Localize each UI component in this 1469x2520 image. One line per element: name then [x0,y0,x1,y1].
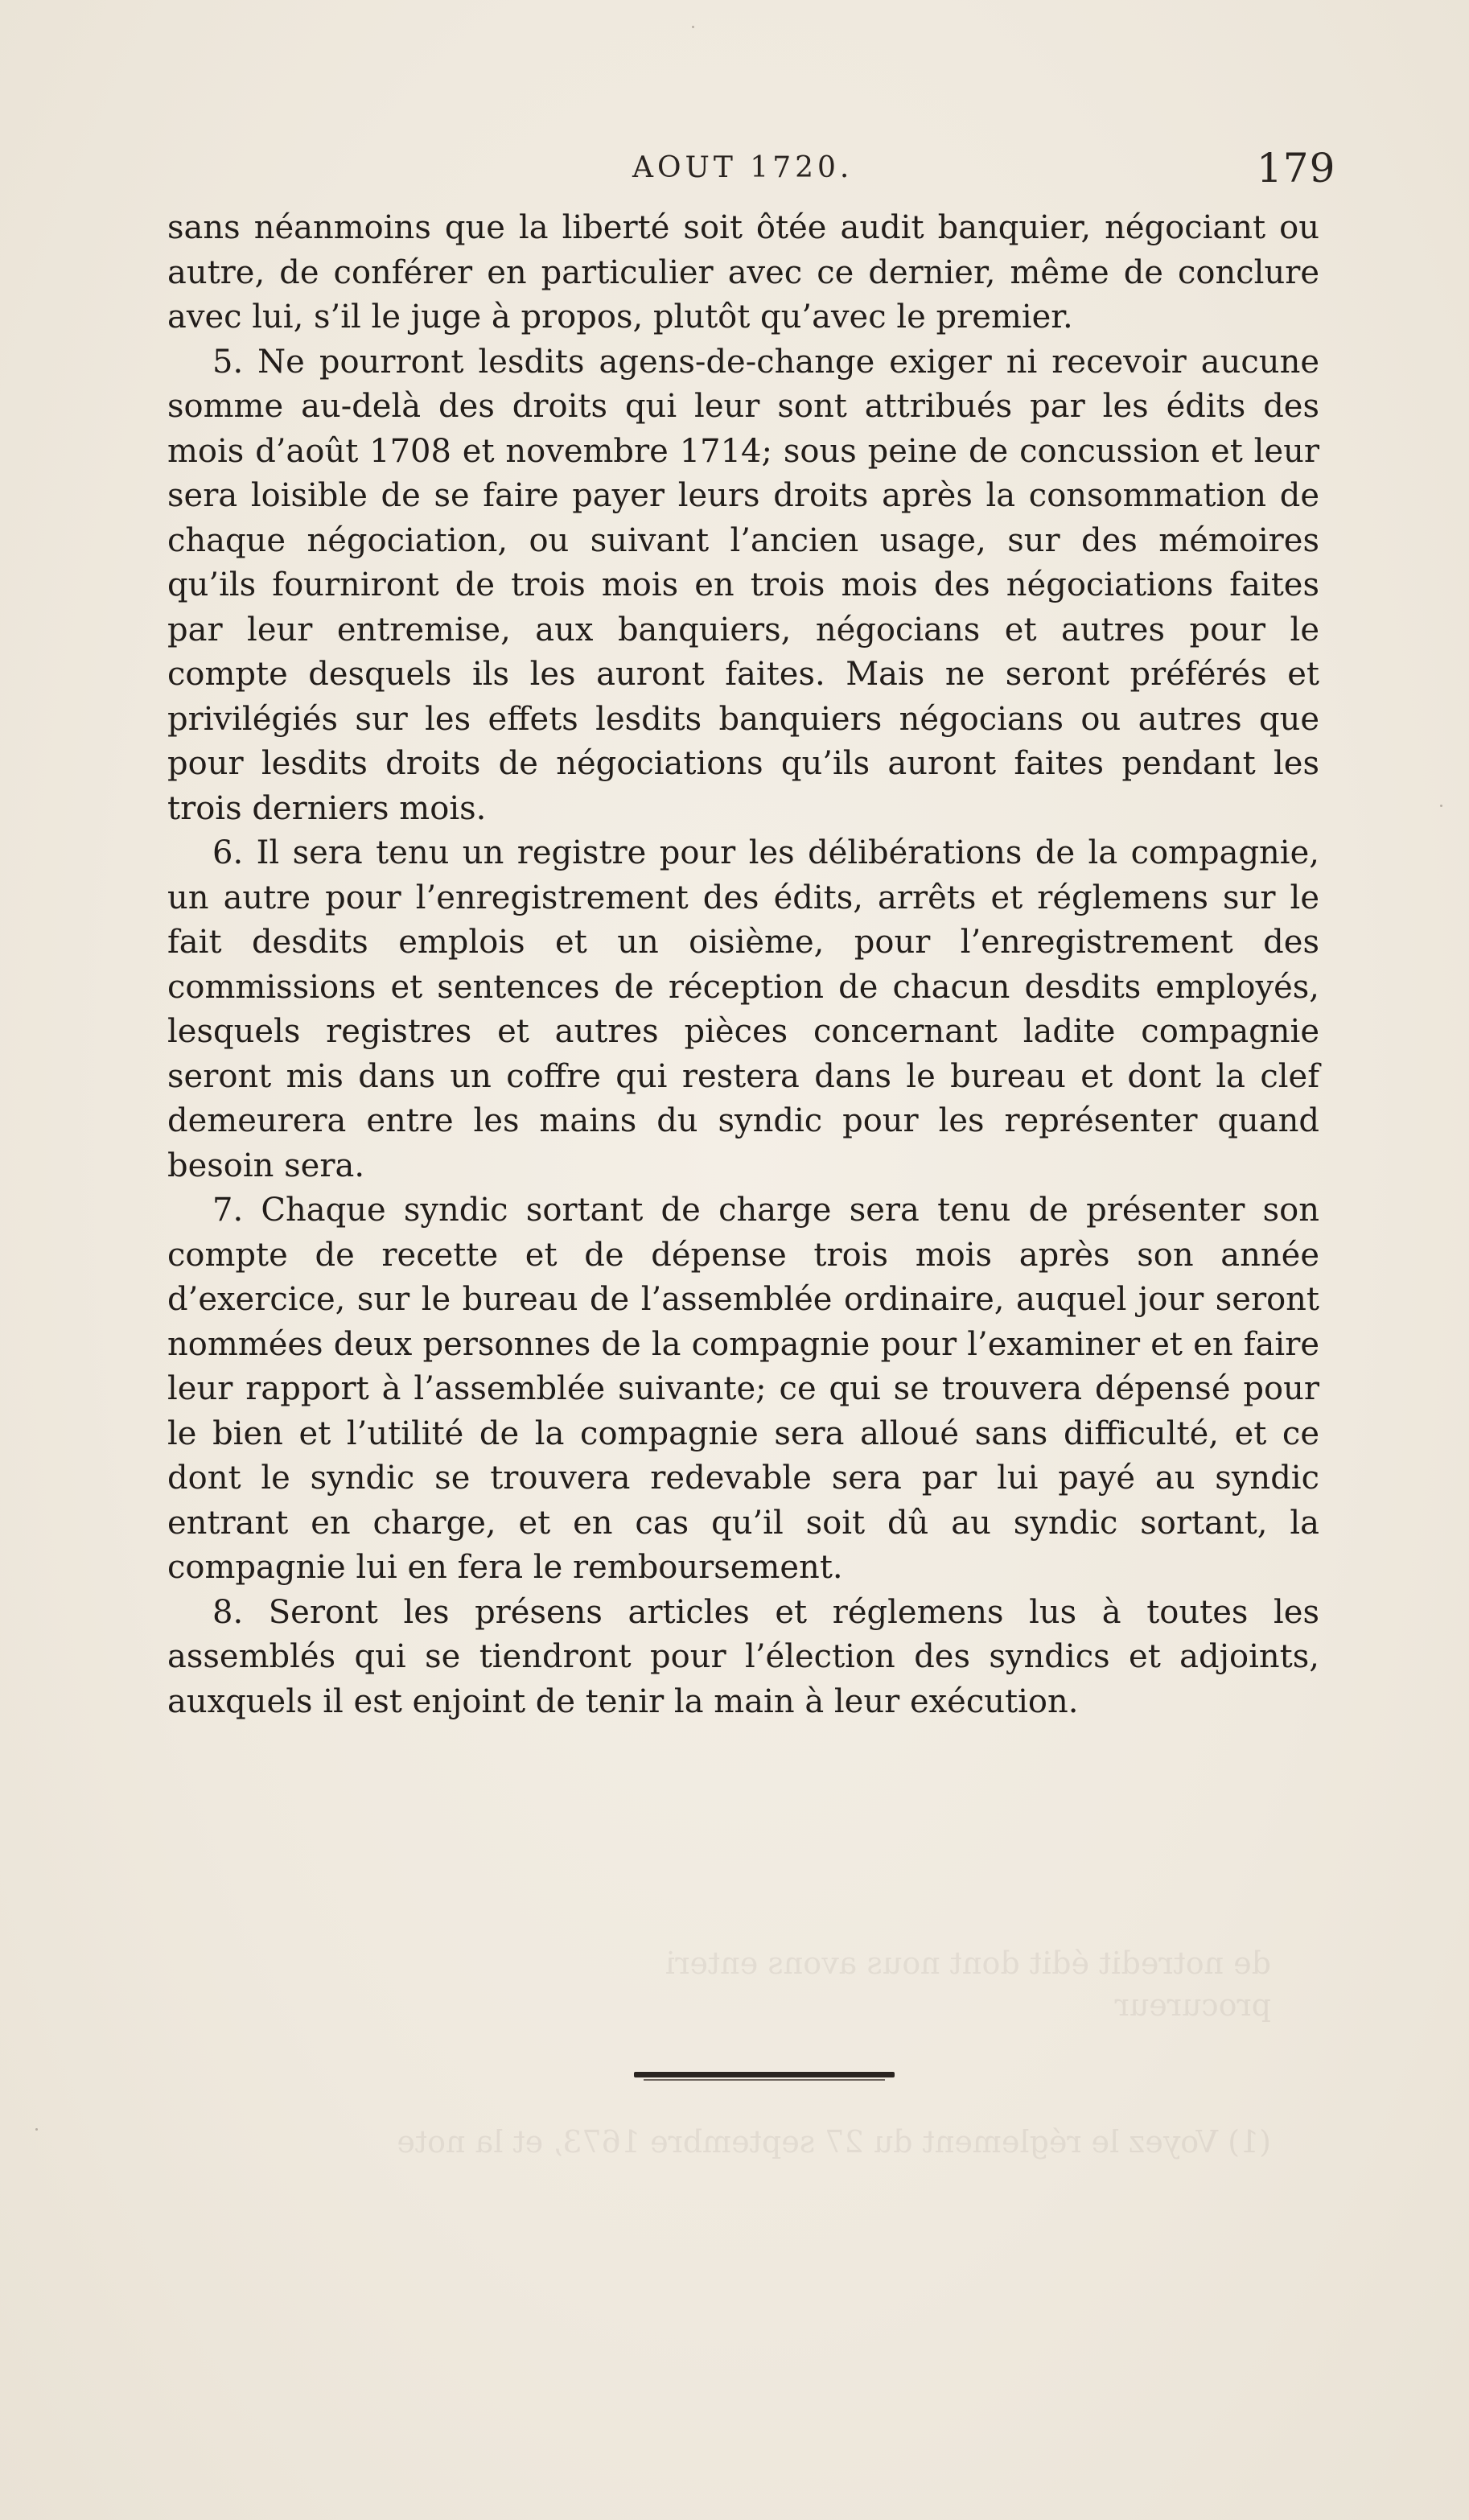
article-6: 6. Il sera tenu un registre pour les délibérations de la compagnie, un autre pour l’enregistrement des édits, arrêts et réglemens sur le fait desdits emplois et un oisième, pour l’enregistrement des commissions et sentences de réception de chacun desdits employés, lesquels registres et autres pièces concernant ladite compagnie seront mis dans un coffre qui restera dans le bureau et dont la clef demeurera entre les mains du syndic pour les représenter quand besoin sera. [167,834,1319,1184]
paper-speck [692,26,694,28]
show-through: (1) Voyez le réglement du 27 septembre 1673, et la note [397,2124,1271,2160]
show-through: procureur [1114,1987,1271,2023]
show-through: de notredit édit dont nous avons enteri [665,1946,1271,1981]
body-text [167,206,1319,1724]
page-number: 179 [1257,145,1336,191]
end-rule [634,2072,895,2077]
end-rule-thin [644,2079,885,2081]
paper-speck [1440,805,1442,807]
paragraph-continuation: sans néanmoins que la liberté soit ôtée audit banquier, négociant ou autre, de conférer en particulier avec ce dernier, même de conclure avec lui, s’il le juge à propos, plutôt qu’avec le premier. [167,209,1319,336]
running-head [0,145,1469,201]
running-title: AOUT 1720. [632,151,854,184]
article-5: 5. Ne pourront lesdits agens-de-change exiger ni recevoir aucune somme au-delà des droits qui leur sont attribués par les édits des mois d’août 1708 et novembre 1714; sous peine de concussion et leur sera loisible de se faire payer leurs droits après la consommation de chaque négociation, ou suivant l’ancien usage, sur des mémoires qu’ils fourniront de trois mois en trois mois des négociations faites par leur entremise, aux banquiers, négocians et autres pour le compte desquels ils les auront faites. Mais ne seront préférés et privilégiés sur les effets lesdits banquiers négocians ou autres que pour lesdits droits de négociations qu’ils auront faites pendant les trois derniers mois. [167,343,1319,827]
paper-speck [35,2128,38,2131]
article-7: 7. Chaque syndic sortant de charge sera tenu de présenter son compte de recette et de dépense trois mois après son année d’exercice, sur le bureau de l’assemblée ordinaire, auquel jour seront nommées deux personnes de la compagnie pour l’examiner et en faire leur rapport à l’assemblée suivante; ce qui se trouvera dépensé pour le bien et l’utilité de la compagnie sera alloué sans difficulté, et ce dont le syndic se trouvera redevable sera par lui payé au syndic entrant en charge, et en cas qu’il soit dû au syndic sortant, la compagnie lui en fera le remboursement. [167,1192,1319,1586]
article-8: 8. Seront les présens articles et réglemens lus à toutes les assemblés qui se tiendront pour l’élection des syndics et adjoints, auxquels il est enjoint de tenir la main à leur exécution. [167,1593,1319,1720]
